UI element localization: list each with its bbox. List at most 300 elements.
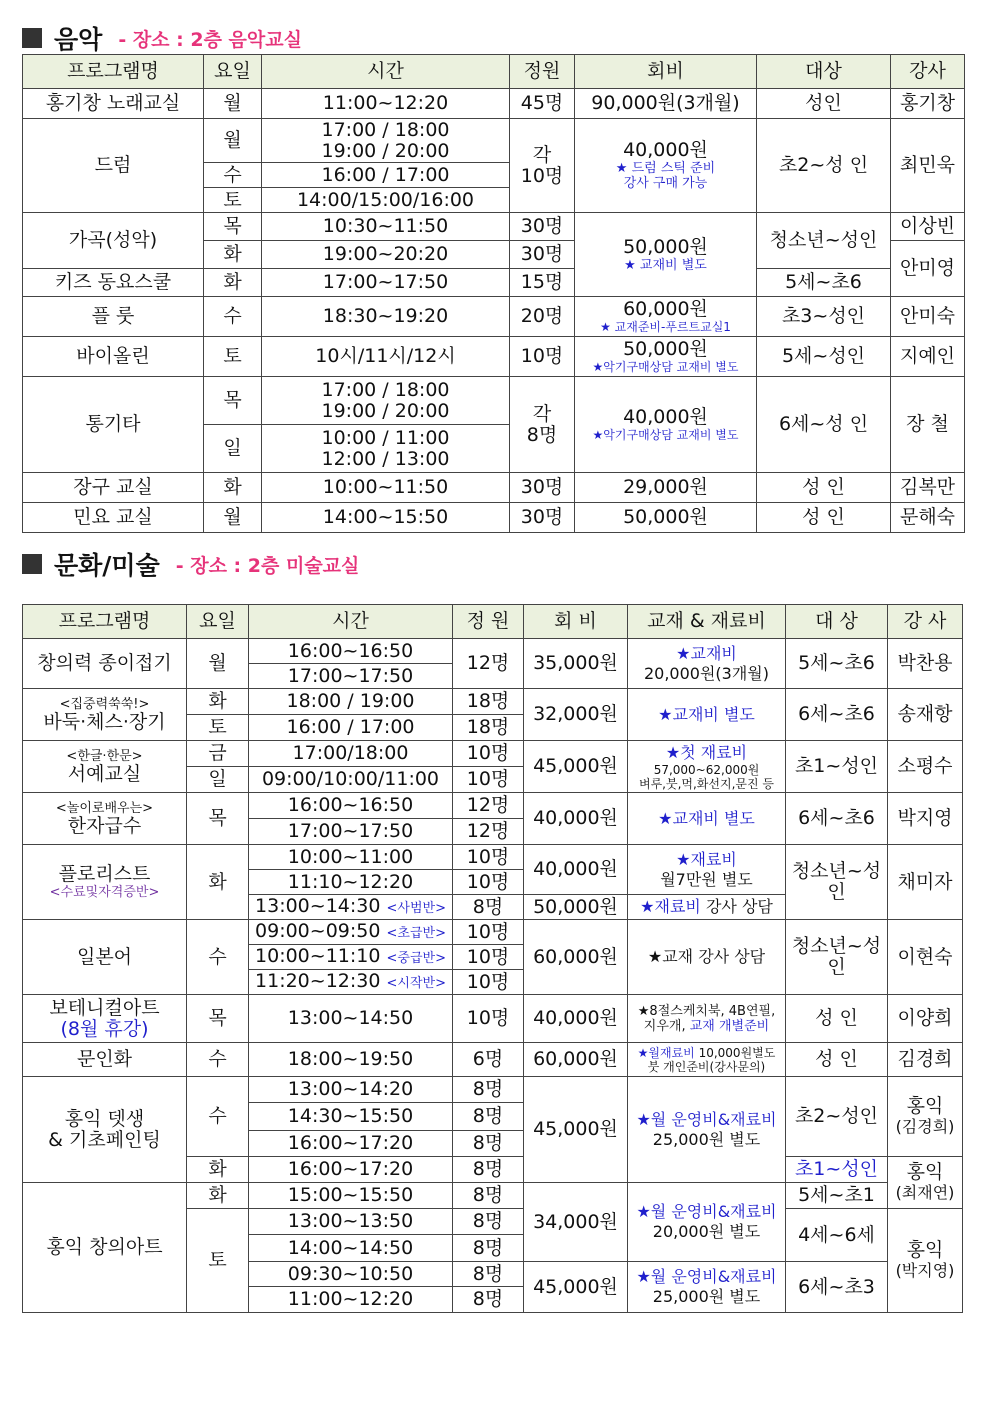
capacity: 8명 — [453, 1103, 524, 1131]
materials — [628, 639, 786, 689]
target: 초1~성인 — [786, 1157, 888, 1183]
day: 수 — [204, 297, 262, 337]
target: 성 인 — [757, 473, 891, 503]
fee: 45,000원 — [524, 1077, 628, 1183]
materials — [628, 1077, 786, 1183]
materials — [628, 845, 786, 895]
materials — [628, 995, 786, 1043]
day: 금 — [187, 741, 249, 767]
capacity: 18명 — [453, 715, 524, 741]
program-name — [23, 995, 187, 1043]
fee — [575, 377, 757, 473]
fee-note: 강사 구매 가능 — [623, 176, 708, 191]
target: 6세~성 인 — [757, 377, 891, 473]
fee-value: 60,000원 — [623, 298, 708, 320]
capacity — [510, 119, 575, 213]
header-cell: 프로그램명 — [23, 605, 187, 639]
time: 10:00~11:50 — [262, 473, 510, 503]
time-line: 17:00 / 18:00 — [321, 118, 450, 141]
fee — [575, 337, 757, 377]
time: 13:00~14:20 — [249, 1077, 453, 1103]
table-row — [23, 741, 963, 767]
class-tag: <사범반> — [386, 900, 446, 916]
program-name: 문인화 — [23, 1043, 187, 1077]
square-bullet-icon — [22, 554, 42, 574]
material-note: 강사 상담 — [700, 897, 773, 916]
table-row — [23, 89, 965, 119]
teacher-line: 홍익 — [906, 1239, 944, 1261]
day: 토 — [204, 337, 262, 377]
time: 19:00~20:20 — [262, 241, 510, 269]
target: 초2~성인 — [786, 1077, 888, 1157]
section-title: 음악 — [54, 25, 103, 54]
capacity: 8명 — [453, 1262, 524, 1287]
day: 화 — [187, 845, 249, 920]
time-value: 09:00~09:50 — [255, 919, 381, 942]
teacher-line: (김경희) — [895, 1117, 955, 1136]
capacity: 45명 — [510, 89, 575, 119]
capacity: 18명 — [453, 689, 524, 715]
capacity-line: 8명 — [526, 423, 558, 446]
material-note: 20,000원(3개월) — [643, 663, 770, 683]
material-note: ★월 운영비&재료비 — [636, 1202, 777, 1221]
time — [262, 425, 510, 473]
time: 17:00~17:50 — [249, 664, 453, 689]
teacher: 채미자 — [888, 845, 963, 920]
time: 15:00~15:50 — [249, 1183, 453, 1209]
table-row — [23, 473, 965, 503]
fee-value: 40,000원 — [623, 139, 708, 161]
program-name: 장구 교실 — [23, 473, 204, 503]
table-row — [23, 213, 965, 241]
program-name: 바이올린 — [23, 337, 204, 377]
fee-value: 50,000원 — [623, 235, 708, 258]
program-name — [23, 845, 187, 920]
time: 18:30~19:20 — [262, 297, 510, 337]
material-note: 10,000원별도 — [694, 1045, 776, 1060]
teacher: 박찬용 — [888, 639, 963, 689]
time: 16:00~17:20 — [249, 1131, 453, 1157]
time: 16:00 / 17:00 — [262, 163, 510, 188]
capacity: 10명 — [453, 970, 524, 995]
day: 월 — [204, 503, 262, 533]
class-tag: <초급반> — [386, 925, 446, 941]
header-cell: 시간 — [249, 605, 453, 639]
material-note: ★재료비 — [676, 849, 737, 869]
material-note: ★월 운영비&재료비 — [636, 1267, 777, 1286]
program-title: 서예교실 — [67, 762, 142, 785]
teacher-line: 홍익 — [906, 1095, 944, 1117]
target: 5세~초1 — [786, 1183, 888, 1209]
capacity: 15명 — [510, 269, 575, 297]
table-row — [23, 297, 965, 337]
header-cell: 교재 & 재료비 — [628, 605, 786, 639]
day: 월 — [204, 89, 262, 119]
fee: 45,000원 — [524, 741, 628, 793]
time: 16:00~16:50 — [249, 793, 453, 819]
teacher: 이양희 — [888, 995, 963, 1043]
fee — [575, 213, 757, 297]
capacity: 10명 — [453, 845, 524, 870]
capacity: 12명 — [453, 793, 524, 819]
program-name: 창의력 종이접기 — [23, 639, 187, 689]
capacity: 12명 — [453, 639, 524, 689]
time: 10:00~11:00 — [249, 845, 453, 870]
program-name: 플 룻 — [23, 297, 204, 337]
target: 성인 — [757, 89, 891, 119]
program-name: 일본어 — [23, 920, 187, 995]
capacity-line: 각 — [532, 143, 552, 166]
materials — [628, 1043, 786, 1077]
teacher: 김복만 — [891, 473, 965, 503]
time: 18:00 / 19:00 — [249, 689, 453, 715]
time: 13:00~14:50 — [249, 995, 453, 1043]
day: 목 — [187, 793, 249, 845]
capacity: 10명 — [453, 767, 524, 793]
teacher-line: (박지영) — [895, 1261, 955, 1280]
materials — [628, 895, 786, 920]
header-cell: 요일 — [204, 55, 262, 89]
target: 성 인 — [786, 995, 888, 1043]
time — [249, 970, 453, 995]
material-note: ★월재료비 — [637, 1045, 695, 1060]
time: 14:00~15:50 — [262, 503, 510, 533]
time-value: 13:00~14:30 — [255, 894, 381, 917]
teacher: 소평수 — [888, 741, 963, 793]
program-title: 홍익 뎃생 — [64, 1107, 145, 1130]
time — [249, 920, 453, 945]
day: 화 — [204, 473, 262, 503]
day: 화 — [204, 241, 262, 269]
program-name — [23, 793, 187, 845]
time: 14:30~15:50 — [249, 1103, 453, 1131]
capacity: 8명 — [453, 1131, 524, 1157]
table-row — [23, 269, 965, 297]
teacher — [888, 1077, 963, 1157]
fee: 32,000원 — [524, 689, 628, 741]
fee: 40,000원 — [524, 793, 628, 845]
fee: 60,000원 — [524, 1043, 628, 1077]
target: 청소년~성인 — [757, 213, 891, 269]
time: 17:00/18:00 — [249, 741, 453, 767]
day: 토 — [187, 1209, 249, 1313]
header-cell: 프로그램명 — [23, 55, 204, 89]
material-note: ★8절스케치북, 4B연필, — [637, 1003, 776, 1019]
time — [262, 377, 510, 425]
day: 목 — [204, 377, 262, 425]
table-row — [23, 689, 963, 715]
fee: 60,000원 — [524, 920, 628, 995]
table-row — [23, 793, 963, 819]
teacher: 안미영 — [891, 241, 965, 297]
day: 목 — [187, 995, 249, 1043]
table-row — [23, 1077, 963, 1103]
teacher: 박지영 — [888, 793, 963, 845]
target: 성 인 — [757, 503, 891, 533]
program-title: & 기초페인팅 — [48, 1128, 161, 1151]
day: 토 — [204, 188, 262, 213]
header-cell: 강 사 — [888, 605, 963, 639]
capacity: 10명 — [453, 995, 524, 1043]
capacity: 8명 — [453, 1287, 524, 1313]
material-note: 교재 개별준비 — [689, 1018, 770, 1034]
capacity: 8명 — [453, 1077, 524, 1103]
table-row — [23, 639, 963, 664]
capacity: 10명 — [453, 945, 524, 970]
material-note: 57,000~62,000원 — [653, 762, 760, 777]
capacity: 8명 — [453, 895, 524, 920]
program-title: 한자급수 — [67, 814, 142, 837]
time — [262, 119, 510, 163]
material-note: 벼루,붓,먹,화선지,문진 등 — [639, 776, 774, 791]
program-name: 드럼 — [23, 119, 204, 213]
fee: 35,000원 — [524, 639, 628, 689]
music-table — [22, 54, 965, 533]
teacher: 송재항 — [888, 689, 963, 741]
program-name — [23, 689, 187, 741]
day: 토 — [187, 715, 249, 741]
target: 초1~성인 — [786, 741, 888, 793]
time: 11:00~12:20 — [249, 1287, 453, 1313]
day: 화 — [187, 1183, 249, 1209]
fee: 34,000원 — [524, 1183, 628, 1262]
capacity: 30명 — [510, 213, 575, 241]
capacity-line: 10명 — [520, 164, 564, 187]
teacher: 최민욱 — [891, 119, 965, 213]
header-cell: 정 원 — [453, 605, 524, 639]
time: 16:00~16:50 — [249, 639, 453, 664]
time: 10:30~11:50 — [262, 213, 510, 241]
capacity — [510, 377, 575, 473]
capacity: 30명 — [510, 241, 575, 269]
target: 초3~성인 — [757, 297, 891, 337]
day: 화 — [187, 1157, 249, 1183]
art-section-header — [22, 546, 359, 582]
program-name: 민요 교실 — [23, 503, 204, 533]
material-note: 25,000원 별도 — [652, 1287, 761, 1306]
target: 초2~성 인 — [757, 119, 891, 213]
table-row — [23, 377, 965, 425]
time-line: 19:00 / 20:00 — [321, 399, 450, 422]
table-header-row — [23, 605, 963, 639]
time — [249, 945, 453, 970]
time: 11:00~12:20 — [262, 89, 510, 119]
teacher — [888, 1209, 963, 1313]
capacity: 30명 — [510, 473, 575, 503]
material-note: ★월 운영비&재료비 — [636, 1109, 777, 1129]
time: 09:00/10:00/11:00 — [249, 767, 453, 793]
teacher-line: (최재연) — [895, 1183, 955, 1202]
capacity: 6명 — [453, 1043, 524, 1077]
program-title: 보테니컬아트 — [49, 996, 160, 1019]
program-name: 홍기창 노래교실 — [23, 89, 204, 119]
header-cell: 대 상 — [786, 605, 888, 639]
time-line: 10:00 / 11:00 — [321, 426, 450, 449]
material-note: 25,000원 별도 — [652, 1129, 761, 1149]
day: 목 — [204, 213, 262, 241]
target: 청소년~성인 — [786, 845, 888, 920]
header-cell: 정원 — [510, 55, 575, 89]
program-subtitle: <집중력쑥쑥!> — [59, 696, 150, 712]
capacity: 8명 — [453, 1183, 524, 1209]
time: 18:00~19:50 — [249, 1043, 453, 1077]
material-note: ★교재비 — [676, 643, 737, 663]
program-subtitle: <한글·한문> — [66, 748, 143, 764]
teacher-line: 홍익 — [906, 1161, 944, 1183]
materials — [628, 741, 786, 793]
table-row — [23, 1183, 963, 1209]
materials — [628, 1262, 786, 1313]
teacher: 이현숙 — [888, 920, 963, 995]
target: 6세~초6 — [786, 689, 888, 741]
program-name: 통기타 — [23, 377, 204, 473]
time-value: 10:00~11:10 — [255, 944, 381, 967]
materials: ★교재비 별도 — [628, 793, 786, 845]
teacher: 이상빈 — [891, 213, 965, 241]
target: 5세~초6 — [786, 639, 888, 689]
fee: 90,000원(3개월) — [575, 89, 757, 119]
time: 14:00~14:50 — [249, 1235, 453, 1262]
fee-value: 40,000원 — [623, 406, 708, 428]
day: 일 — [187, 767, 249, 793]
fee: 45,000원 — [524, 1262, 628, 1313]
header-cell: 회비 — [575, 55, 757, 89]
teacher: 김경희 — [888, 1043, 963, 1077]
time — [249, 895, 453, 920]
fee-note: ★악기구매상담 교재비 별도 — [592, 360, 739, 374]
teacher: 장 철 — [891, 377, 965, 473]
material-note: 지우개, — [643, 1018, 690, 1034]
day: 월 — [187, 639, 249, 689]
material-note: ★첫 재료비 — [665, 742, 748, 762]
fee — [575, 119, 757, 213]
day: 수 — [187, 920, 249, 995]
time: 10시/11시/12시 — [262, 337, 510, 377]
program-name: 가곡(성악) — [23, 213, 204, 269]
program-subtitle: <놀이로배우는> — [55, 800, 154, 816]
section-place: - 장소 : 2층 음악교실 — [118, 28, 302, 51]
capacity: 10명 — [510, 337, 575, 377]
table-row — [23, 337, 965, 377]
time-line: 12:00 / 13:00 — [321, 447, 450, 470]
target: 4세~6세 — [786, 1209, 888, 1262]
day: 월 — [204, 119, 262, 163]
capacity: 30명 — [510, 503, 575, 533]
fee-note: ★악기구매상담 교재비 별도 — [592, 428, 739, 442]
class-tag: <시작반> — [386, 975, 446, 991]
section-place: - 장소 : 2층 미술교실 — [175, 554, 360, 577]
art-table — [22, 604, 963, 1313]
time: 13:00~13:50 — [249, 1209, 453, 1235]
fee: 29,000원 — [575, 473, 757, 503]
teacher — [888, 1157, 963, 1209]
capacity: 20명 — [510, 297, 575, 337]
teacher: 지예인 — [891, 337, 965, 377]
capacity: 8명 — [453, 1209, 524, 1235]
fee-value: 50,000원 — [623, 338, 708, 360]
teacher: 안미숙 — [891, 297, 965, 337]
time: 17:00~17:50 — [262, 269, 510, 297]
materials: ★교재비 별도 — [628, 689, 786, 741]
capacity: 12명 — [453, 819, 524, 845]
day: 수 — [204, 163, 262, 188]
time: 14:00/15:00/16:00 — [262, 188, 510, 213]
fee: 40,000원 — [524, 845, 628, 895]
program-note: (8월 휴강) — [60, 1017, 149, 1040]
materials: ★교재 강사 상담 — [628, 920, 786, 995]
header-cell: 강사 — [891, 55, 965, 89]
header-cell: 시간 — [262, 55, 510, 89]
capacity: 8명 — [453, 1235, 524, 1262]
teacher: 홍기창 — [891, 89, 965, 119]
time: 16:00~17:20 — [249, 1157, 453, 1183]
program-name — [23, 741, 187, 793]
time: 17:00~17:50 — [249, 819, 453, 845]
capacity-line: 각 — [532, 402, 552, 425]
time-value: 11:20~12:30 — [255, 969, 381, 992]
program-name — [23, 1077, 187, 1183]
header-cell: 요일 — [187, 605, 249, 639]
program-title: 바둑·체스·장기 — [43, 710, 166, 733]
program-name: 키즈 동요스쿨 — [23, 269, 204, 297]
target: 청소년~성인 — [786, 920, 888, 995]
fee: 50,000원 — [575, 503, 757, 533]
square-bullet-icon — [22, 28, 42, 48]
header-cell: 대상 — [757, 55, 891, 89]
table-row — [23, 119, 965, 163]
material-note: 20,000원 별도 — [652, 1222, 761, 1241]
table-row — [23, 1043, 963, 1077]
music-section-header — [22, 20, 302, 56]
capacity: 10명 — [453, 920, 524, 945]
fee-note: ★ 교재준비-푸르트교실1 — [600, 320, 731, 334]
fee-note: ★ 드럼 스틱 준비 — [615, 161, 716, 176]
table-row — [23, 920, 963, 945]
program-name: 홍익 창의아트 — [23, 1183, 187, 1313]
section-title: 문화/미술 — [54, 551, 160, 580]
program-subtitle: <수료및자격증반> — [49, 885, 160, 900]
table-row — [23, 503, 965, 533]
fee: 50,000원 — [524, 895, 628, 920]
day: 화 — [187, 689, 249, 715]
material-note: ★재료비 — [640, 897, 701, 916]
time: 11:10~12:20 — [249, 870, 453, 895]
teacher: 문해숙 — [891, 503, 965, 533]
target: 5세~초6 — [757, 269, 891, 297]
table-row — [23, 995, 963, 1043]
table-row — [23, 845, 963, 870]
fee-note: ★ 교재비 별도 — [624, 257, 707, 273]
target: 6세~초6 — [786, 793, 888, 845]
day: 화 — [204, 269, 262, 297]
time-line: 19:00 / 20:00 — [321, 139, 450, 162]
material-note: 붓 개인준비(강사문의) — [647, 1059, 766, 1074]
material-note: 월7만원 별도 — [660, 869, 753, 889]
target: 성 인 — [786, 1043, 888, 1077]
time: 16:00 / 17:00 — [249, 715, 453, 741]
materials — [628, 1183, 786, 1262]
capacity: 10명 — [453, 870, 524, 895]
day: 일 — [204, 425, 262, 473]
time: 09:30~10:50 — [249, 1262, 453, 1287]
target: 6세~초3 — [786, 1262, 888, 1313]
class-tag: <중급반> — [386, 950, 446, 966]
day: 수 — [187, 1077, 249, 1157]
time-line: 17:00 / 18:00 — [321, 378, 450, 401]
program-title: 플로리스트 — [58, 863, 151, 885]
table-header-row — [23, 55, 965, 89]
day: 수 — [187, 1043, 249, 1077]
